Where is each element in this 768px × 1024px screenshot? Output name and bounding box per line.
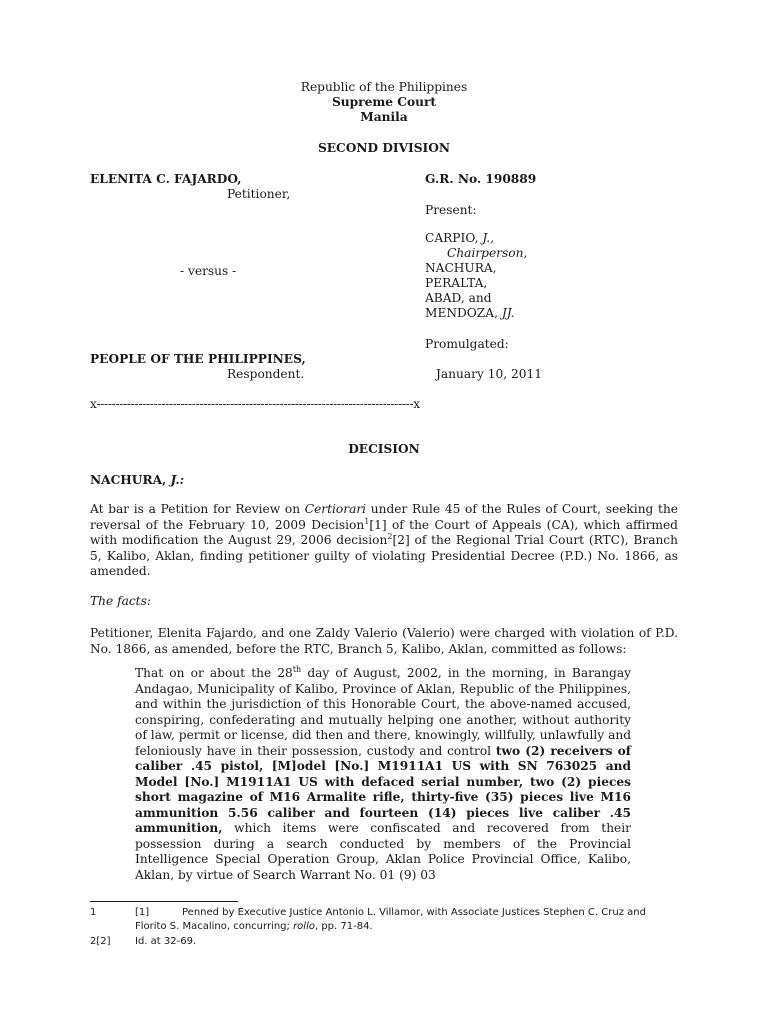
paragraph-facts: Petitioner, Elenita Fajardo, and one Zaldy Valerio (Valerio) were charged with violation of P.D. No. 1866, as amended, before the RTC, Branch 5, Kalibo, Aklan, committed as follows: (90, 626, 678, 656)
facts-heading: The facts: (90, 594, 151, 608)
respondent-name: PEOPLE OF THE PHILIPPINES, (90, 352, 306, 366)
petitioner-role: Petitioner, (227, 187, 291, 201)
respondent-role: Respondent. (227, 367, 305, 381)
footnote-2-number: 2[2] (90, 936, 111, 947)
decision-title: DECISION (348, 442, 420, 456)
block-quote-information: That on or about the 28th day of August, 2002, in the morning, in Barangay Andagao, Municipality of Kalibo, Province of Aklan, Republic of the Philippines, and within the jurisdiction of this Honorable Court, the above-named accused, conspiring, confederating and mutually helping one another, without authority of law, permit or license, did then and there, knowingly, willfully, unlawfully and feloniously have in their possession, custody and control two (2) receivers of caliber .45 pistol, [M]odel [No.] M1911A1 US with SN 763025 and Model [No.] M1911A1 US with defaced serial number, two (2) pieces short magazine of M16 Armalite rifle, thirty-five (35) pieces live M16 ammunition 5.56 caliber and fourteen (14) pieces live caliber .45 ammunition, which items were confiscated and recovered from their possession during a search conducted by members of the Provincial Intelligence Special Operation Group, Aklan Police Provincial Office, Kalibo, Aklan, by virtue of Search Warrant No. 01 (9) 03 (135, 664, 632, 882)
footnote-1-text: Penned by Executive Justice Antonio L. Villamor, with Associate Justices Stephen C. Cruz and (182, 907, 646, 918)
gr-number: G.R. No. 190889 (425, 172, 537, 186)
footnote-1-number: 1 (90, 907, 97, 918)
chairperson-label: Chairperson, (447, 246, 528, 260)
header-city: Manila (360, 110, 408, 124)
justice-peralta: PERALTA, (425, 276, 488, 290)
justice-nachura: NACHURA, (425, 261, 497, 275)
paragraph-intro: At bar is a Petition for Review on Certiorari under Rule 45 of the Rules of Court, seeking the reversal of the February 10, 2009 Decision$^1$[1] of the Court of Appeals (CA), which affirmed with modification the August 29, 2006 decision$^2$[2] of the Regional Trial Court (RTC), Branch 5, Kalibo, Aklan, finding petitioner guilty of violating Presidential Decree (P.D.) No. 1866, as amended. (90, 502, 679, 578)
justice-carpio: CARPIO, J., (425, 231, 495, 245)
footnote-rule (90, 901, 238, 902)
versus-label: - versus - (180, 264, 237, 278)
caption-separator: x-----------------------------------------------------------------------------------x (90, 397, 420, 411)
footnote-1-ref: [1] (135, 907, 150, 918)
promulgated-label: Promulgated: (425, 337, 509, 351)
footnote-1-text-cont: Florito S. Macalino, concurring; rollo, pp. 71-84. (135, 921, 373, 932)
petitioner-name: ELENITA C. FAJARDO, (90, 172, 242, 186)
header-court: Supreme Court (332, 95, 436, 109)
present-label: Present: (425, 203, 477, 217)
justice-abad: ABAD, and (425, 291, 492, 305)
header-division: SECOND DIVISION (317, 141, 451, 155)
ponente: NACHURA, J.: (90, 473, 185, 487)
promulgated-date: January 10, 2011 (436, 367, 542, 381)
justice-mendoza: MENDOZA, JJ. (425, 306, 515, 320)
header-republic: Republic of the Philippines (300, 80, 468, 94)
footnote-2-text: Id. at 32-69. (135, 936, 197, 947)
